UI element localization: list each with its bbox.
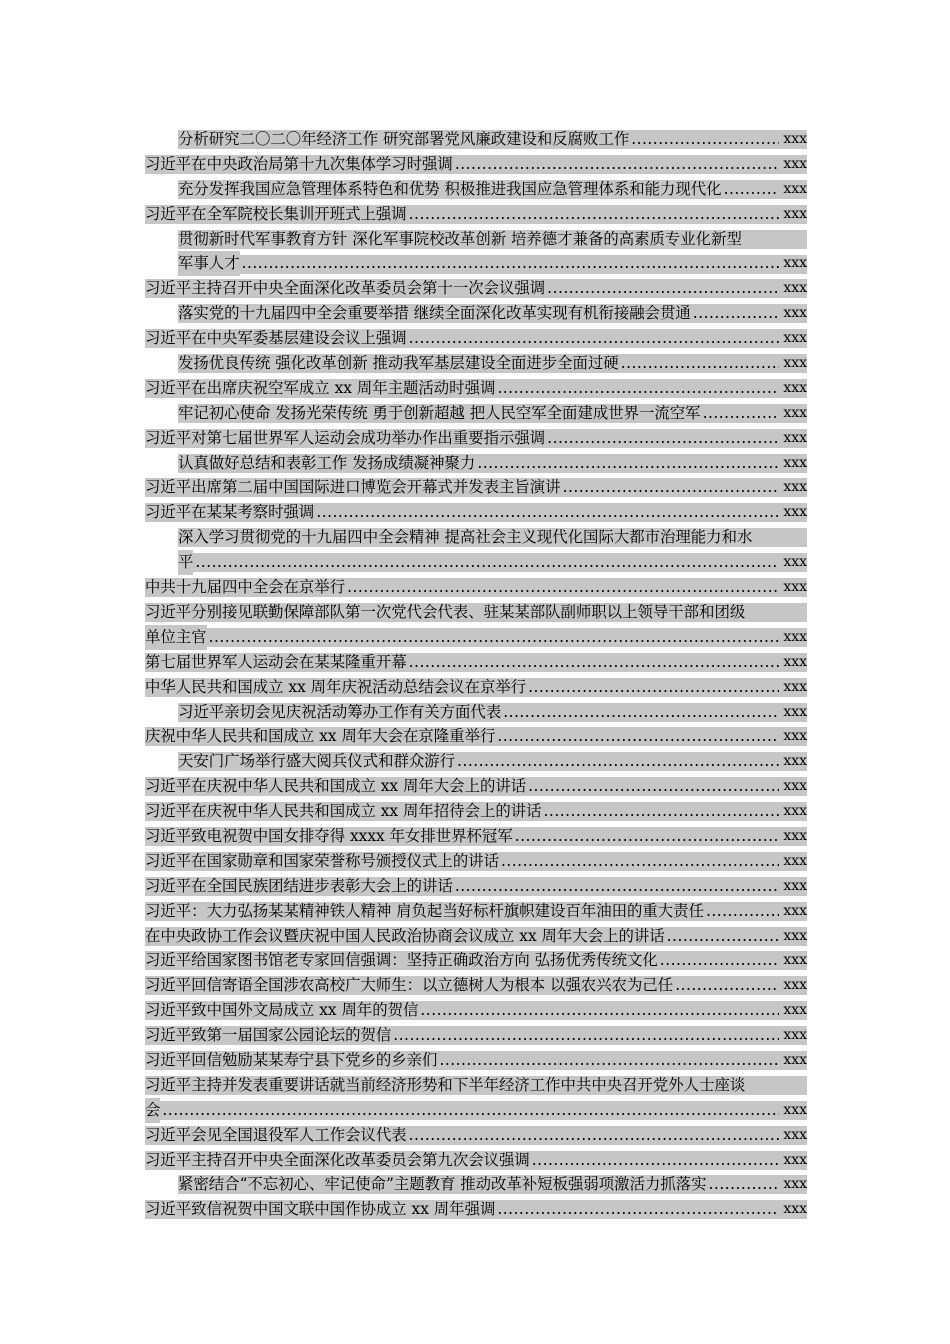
toc-entry[interactable] bbox=[145, 1123, 807, 1148]
toc-entry[interactable] bbox=[145, 650, 807, 675]
toc-entry[interactable] bbox=[145, 177, 807, 202]
toc-entry[interactable] bbox=[145, 451, 807, 476]
page-number: xxx bbox=[783, 852, 807, 869]
page-number: xxx bbox=[783, 728, 807, 745]
toc-entry-title: 分析研究二〇二〇年经济工作 研究部署党风廉政建设和反腐败工作 bbox=[178, 130, 630, 148]
leader-dots bbox=[242, 251, 779, 276]
toc-entry[interactable] bbox=[145, 351, 807, 376]
toc-entry[interactable] bbox=[145, 202, 807, 227]
toc-entry[interactable] bbox=[145, 700, 807, 725]
toc-entry-title: 天安门广场举行盛大阅兵仪式和群众游行 bbox=[178, 752, 456, 771]
page-number: xxx bbox=[783, 504, 807, 521]
toc-entry[interactable] bbox=[145, 301, 807, 326]
page-number: xxx bbox=[783, 280, 807, 297]
toc-entry[interactable] bbox=[145, 152, 807, 177]
toc-entry-title: 习近平对第七届世界军人运动会成功举办作出重要指示强调 bbox=[145, 428, 546, 447]
leader-dots bbox=[457, 749, 779, 774]
page-number: xxx bbox=[783, 1101, 807, 1118]
leader-dots bbox=[393, 1023, 779, 1048]
leader-dots bbox=[455, 152, 779, 177]
toc-entry-title: 习近平给国家图书馆老专家回信强调：坚持正确政治方向 弘扬优秀传统文化 bbox=[145, 951, 658, 970]
leader-dots bbox=[347, 575, 779, 600]
toc-entry[interactable] bbox=[145, 500, 807, 525]
toc-entry-title-cont: 平 bbox=[178, 550, 193, 575]
toc-entry-title: 习近平在全国民族团结进步表彰大会上的讲话 bbox=[145, 876, 453, 895]
toc-entry-title: 贯彻新时代军事教育方针 深化军事院校改革创新 培养德才兼备的高素质专业化新型 bbox=[178, 229, 742, 248]
toc-entry-title: 习近平主持召开中央全面深化改革委员会第九次会议强调 bbox=[145, 1150, 530, 1169]
toc-entry[interactable] bbox=[145, 1073, 807, 1123]
page-number: xxx bbox=[783, 977, 807, 994]
page-number: xxx bbox=[783, 579, 807, 596]
page-number: xxx bbox=[783, 1176, 807, 1193]
toc-entry[interactable] bbox=[145, 401, 807, 426]
leader-dots bbox=[544, 799, 779, 824]
leader-dots bbox=[409, 650, 779, 675]
toc-entry-title: 发扬优良传统 强化改革创新 推动我军基层建设全面进步全面过硬 bbox=[178, 354, 619, 373]
leader-dots bbox=[547, 426, 779, 451]
toc-entry[interactable] bbox=[145, 724, 807, 749]
toc-entry[interactable] bbox=[145, 1048, 807, 1073]
leader-dots bbox=[547, 276, 779, 301]
page-number: xxx bbox=[783, 155, 807, 172]
toc-entry-title: 习近平主持并发表重要讲话就当前经济形势和下半年经济工作中共中央召开党外人士座谈 bbox=[145, 1075, 746, 1094]
page-number: xxx bbox=[783, 952, 807, 969]
page-number: xxx bbox=[783, 131, 807, 147]
leader-dots bbox=[195, 550, 779, 575]
leader-dots bbox=[497, 376, 779, 401]
toc-entry[interactable] bbox=[145, 973, 807, 998]
toc-entry-title: 习近平在出席庆祝空军成立 xx 周年主题活动时强调 bbox=[145, 378, 496, 397]
toc-entry-title: 习近平在中央政治局第十九次集体学习时强调 bbox=[145, 154, 453, 173]
page-number: xxx bbox=[783, 1052, 807, 1068]
leader-dots bbox=[503, 700, 779, 725]
page-number: xxx bbox=[783, 778, 807, 795]
toc-entry-title: 习近平在中央军委基层建设会议上强调 bbox=[145, 329, 407, 348]
leader-dots bbox=[439, 1048, 779, 1073]
leader-dots bbox=[703, 401, 779, 426]
page-number: xxx bbox=[783, 927, 807, 944]
leader-dots bbox=[409, 326, 779, 351]
leader-dots bbox=[724, 177, 779, 202]
toc-entry-title-cont: 会 bbox=[145, 1098, 160, 1123]
leader-dots bbox=[709, 1172, 779, 1197]
toc-entry-title: 习近平主持召开中央全面深化改革委员会第十一次会议强调 bbox=[145, 279, 546, 298]
toc-entry-title: 习近平分别接见联勤保障部队第一次党代会代表、驻某某部队副师职以上领导干部和团级 bbox=[145, 602, 746, 621]
page-number: xxx bbox=[783, 479, 807, 496]
page-number: xxx bbox=[783, 330, 807, 347]
toc-entry-title-cont: 单位主官 bbox=[145, 625, 207, 650]
page-number: xxx bbox=[783, 678, 807, 695]
toc-entry-title: 习近平：大力弘扬某某精神铁人精神 肩负起当好标杆旗帜建设百年油田的重大责任 bbox=[145, 901, 704, 920]
toc-entry-title: 紧密结合“不忘初心、牢记使命”主题教育 推动改革补短板强弱项激活力抓落实 bbox=[178, 1175, 707, 1194]
page-number: xxx bbox=[783, 1027, 807, 1044]
toc-entry[interactable] bbox=[145, 600, 807, 650]
leader-dots bbox=[477, 451, 779, 476]
toc-entry[interactable] bbox=[145, 376, 807, 401]
leader-dots bbox=[162, 1098, 779, 1123]
toc-entry-title: 习近平回信寄语全国涉农高校广大师生：以立德树人为根本 以强农兴农为己任 bbox=[145, 976, 674, 995]
leader-dots bbox=[420, 998, 779, 1023]
toc-entry[interactable] bbox=[145, 475, 807, 500]
page-number: xxx bbox=[783, 180, 807, 197]
page-number: xxx bbox=[783, 255, 807, 272]
toc-entry-title: 深入学习贯彻党的十九届四中全会精神 提高社会主义现代化国际大都市治理能力和水 bbox=[178, 528, 753, 547]
toc-entry-title: 中共十九届四中全会在京举行 bbox=[145, 578, 346, 597]
leader-dots bbox=[316, 500, 779, 525]
page-number: xxx bbox=[783, 902, 807, 919]
toc-entry-title: 习近平出席第二届中国国际进口博览会开幕式并发表主旨演讲 bbox=[145, 478, 561, 497]
page-number: xxx bbox=[783, 355, 807, 372]
toc-entry[interactable] bbox=[145, 774, 807, 799]
toc-entry-title: 落实党的十九届四中全会重要举措 继续全面深化改革实现有机衔接融会贯通 bbox=[178, 304, 691, 323]
toc-entry[interactable] bbox=[145, 675, 807, 700]
toc-entry-title: 牢记初心使命 发扬光荣传统 勇于创新超越 把人民空军全面建成世界一流空军 bbox=[178, 403, 701, 422]
toc-entry[interactable] bbox=[145, 824, 807, 849]
leader-dots bbox=[563, 475, 779, 500]
toc-entry[interactable] bbox=[145, 849, 807, 874]
toc-entry-title: 习近平致中国外文局成立 xx 周年的贺信 bbox=[145, 1001, 419, 1020]
toc-entry[interactable] bbox=[145, 948, 807, 973]
page-number: xxx bbox=[783, 827, 807, 844]
toc-entry[interactable] bbox=[145, 525, 807, 575]
leader-dots bbox=[528, 675, 779, 700]
toc-entry[interactable] bbox=[145, 426, 807, 451]
toc-entry[interactable] bbox=[145, 1023, 807, 1048]
leader-dots bbox=[501, 849, 779, 874]
leader-dots bbox=[409, 1123, 779, 1148]
page-number: xxx bbox=[783, 1201, 807, 1218]
page-number: xxx bbox=[783, 205, 807, 222]
leader-dots bbox=[660, 948, 779, 973]
leader-dots bbox=[528, 774, 779, 799]
leader-dots bbox=[706, 899, 779, 924]
page-number: xxx bbox=[783, 753, 807, 770]
leader-dots bbox=[515, 824, 779, 849]
toc-entry[interactable] bbox=[145, 1197, 807, 1222]
toc-entry-title: 习近平会见全国退役军人工作会议代表 bbox=[145, 1125, 407, 1144]
toc-entry-title: 认真做好总结和表彰工作 发扬成绩凝神聚力 bbox=[178, 453, 476, 472]
toc-entry-title: 习近平在全军院校长集训开班式上强调 bbox=[145, 204, 407, 223]
leader-dots bbox=[667, 924, 779, 949]
toc-entry[interactable] bbox=[145, 1172, 807, 1197]
page-number: xxx bbox=[783, 1151, 807, 1168]
toc-entry[interactable] bbox=[145, 1148, 807, 1173]
page-number: xxx bbox=[783, 703, 807, 720]
toc-entry-title: 习近平在庆祝中华人民共和国成立 xx 周年招待会上的讲话 bbox=[145, 802, 542, 821]
toc-entry-title: 习近平亲切会见庆祝活动筹办工作有关方面代表 bbox=[178, 702, 502, 721]
page-number: xxx bbox=[783, 877, 807, 894]
toc-entry[interactable] bbox=[145, 276, 807, 301]
toc-entry-title: 习近平回信勉励某某寿宁县下党乡的乡亲们 bbox=[145, 1051, 438, 1069]
page-number: xxx bbox=[783, 1002, 807, 1019]
page-number: xxx bbox=[783, 305, 807, 322]
toc-entry[interactable] bbox=[145, 799, 807, 824]
page-number: xxx bbox=[783, 454, 807, 471]
page-number: xxx bbox=[783, 1126, 807, 1143]
toc-entry[interactable] bbox=[145, 924, 807, 949]
page-number: xxx bbox=[783, 653, 807, 670]
toc-entry-title: 中华人民共和国成立 xx 周年庆祝活动总结会议在京举行 bbox=[145, 677, 527, 696]
leader-dots bbox=[693, 301, 779, 326]
toc-entry-title: 习近平在某某考察时强调 bbox=[145, 503, 315, 522]
toc-entry[interactable] bbox=[145, 874, 807, 899]
leader-dots bbox=[621, 351, 779, 376]
toc-entry-title: 习近平致信祝贺中国文联中国作协成立 xx 周年强调 bbox=[145, 1200, 496, 1219]
toc-entry[interactable] bbox=[145, 998, 807, 1023]
toc-entry-title: 充分发挥我国应急管理体系特色和优势 积极推进我国应急管理体系和能力现代化 bbox=[178, 179, 722, 198]
toc-entry-title: 第七届世界军人运动会在某某隆重开幕 bbox=[145, 652, 407, 671]
toc-entry-title-cont: 军事人才 bbox=[178, 251, 240, 276]
leader-dots bbox=[631, 127, 779, 152]
toc-entry-title: 习近平致电祝贺中国女排夺得 xxxx 年女排世界杯冠军 bbox=[145, 826, 513, 845]
toc-entry[interactable] bbox=[145, 227, 807, 277]
toc-entry[interactable] bbox=[145, 899, 807, 924]
leader-dots bbox=[675, 973, 779, 998]
leader-dots bbox=[497, 724, 779, 749]
page-number: xxx bbox=[783, 554, 807, 571]
leader-dots bbox=[409, 202, 779, 227]
page-number: xxx bbox=[783, 429, 807, 446]
toc-entry-title: 习近平在国家勋章和国家荣誉称号颁授仪式上的讲话 bbox=[145, 851, 499, 870]
toc-entry[interactable] bbox=[145, 575, 807, 600]
leader-dots bbox=[497, 1197, 779, 1222]
leader-dots bbox=[209, 625, 779, 650]
toc-entry-title: 习近平致第一届国家公园论坛的贺信 bbox=[145, 1026, 392, 1045]
toc-entry[interactable] bbox=[145, 127, 807, 152]
toc-entry-title: 庆祝中华人民共和国成立 xx 周年大会在京隆重举行 bbox=[145, 727, 496, 746]
leader-dots bbox=[532, 1148, 779, 1173]
page-number: xxx bbox=[783, 803, 807, 820]
page-number: xxx bbox=[783, 628, 807, 645]
toc-entry[interactable] bbox=[145, 326, 807, 351]
page-number: xxx bbox=[783, 379, 807, 396]
toc-entry[interactable] bbox=[145, 749, 807, 774]
page-number: xxx bbox=[783, 404, 807, 421]
leader-dots bbox=[455, 874, 779, 899]
table-of-contents bbox=[145, 127, 807, 1222]
toc-entry-title: 在中央政协工作会议暨庆祝中国人民政治协商会议成立 xx 周年大会上的讲话 bbox=[145, 926, 665, 945]
toc-entry-title: 习近平在庆祝中华人民共和国成立 xx 周年大会上的讲话 bbox=[145, 777, 527, 796]
